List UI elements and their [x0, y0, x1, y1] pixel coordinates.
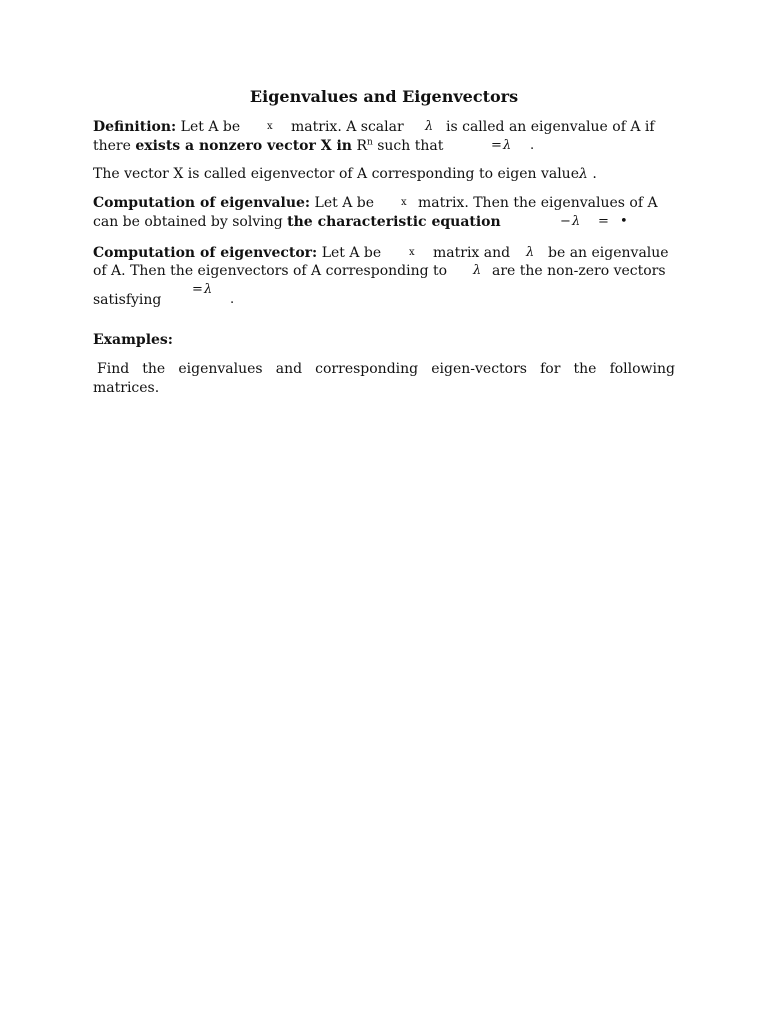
eigenvector-lambda: λ: [526, 245, 535, 260]
definition-lambda: λ: [425, 119, 434, 134]
definition-text-b: matrix. A scalar: [291, 119, 404, 135]
vector-line-lambda: λ: [579, 166, 588, 182]
eigenvalue-text-c: can be obtained by solving: [93, 214, 283, 230]
eigenvalue-equals: =: [598, 214, 609, 229]
eigenvector-text-a: Let A be: [321, 245, 382, 261]
eigenvector-text-b: matrix and: [433, 245, 511, 261]
eigenvalue-times-symbol: x: [401, 197, 407, 208]
eigenvalue-dot: •: [620, 214, 628, 229]
rn-base: R: [356, 138, 367, 154]
definition-line-2: [93, 137, 675, 155]
eigenvector-line-2b: are the non-zero vectors: [492, 263, 666, 279]
eigenvector-times-symbol: x: [409, 247, 415, 258]
definition-equals: =: [491, 138, 502, 153]
examples-body: Find the eigenvalues and corresponding eigen-vectors for the following matrices.: [93, 361, 675, 396]
definition-bold-phrase: exists a nonzero vector X in: [135, 138, 352, 154]
eigenvector-lambda-2: λ: [473, 263, 482, 278]
eigenvector-line-2a: of A. Then the eigenvectors of A corresponding to: [93, 263, 448, 279]
characteristic-equation-phrase: the characteristic equation: [287, 214, 501, 230]
definition-text-a: Let A be: [180, 119, 241, 135]
vector-line-text: The vector X is called eigenvector of A corresponding to eigen value: [93, 166, 579, 182]
eigenvector-lambda-3: λ: [204, 282, 213, 297]
definition-period: .: [530, 138, 535, 153]
page-title: Eigenvalues and Eigenvectors: [249, 87, 519, 106]
eigenvalue-lambda: λ: [572, 214, 581, 229]
eigenvector-definition-line: [93, 165, 675, 183]
examples-heading: Examples:: [93, 332, 173, 348]
definition-lambda-2: λ: [503, 138, 512, 153]
eigenvalue-text-b: matrix. Then the eigenvalues of A: [418, 195, 658, 211]
definition-there: there: [93, 138, 131, 154]
vector-line-period: .: [592, 166, 597, 182]
eigenvector-text-c: be an eigenvalue: [548, 245, 669, 261]
eigenvalue-minus: −: [560, 214, 571, 229]
eigenvector-label: Computation of eigenvector:: [93, 245, 318, 261]
eigenvector-satisfying: satisfying: [93, 292, 162, 308]
definition-label: Definition:: [93, 119, 177, 135]
eigenvalue-line-2: [93, 213, 675, 231]
eigenvalue-text-a: Let A be: [314, 195, 375, 211]
rn-symbol: [356, 138, 372, 154]
eigenvalue-label: Computation of eigenvalue:: [93, 195, 311, 211]
eigenvector-period: .: [230, 292, 235, 307]
definition-times-symbol: x: [267, 121, 273, 132]
definition-such-that: such that: [377, 138, 444, 154]
rn-superscript: n: [366, 137, 373, 148]
eigenvector-equals: =: [192, 282, 203, 297]
definition-text-c: is called an eigenvalue of A if: [446, 119, 655, 135]
